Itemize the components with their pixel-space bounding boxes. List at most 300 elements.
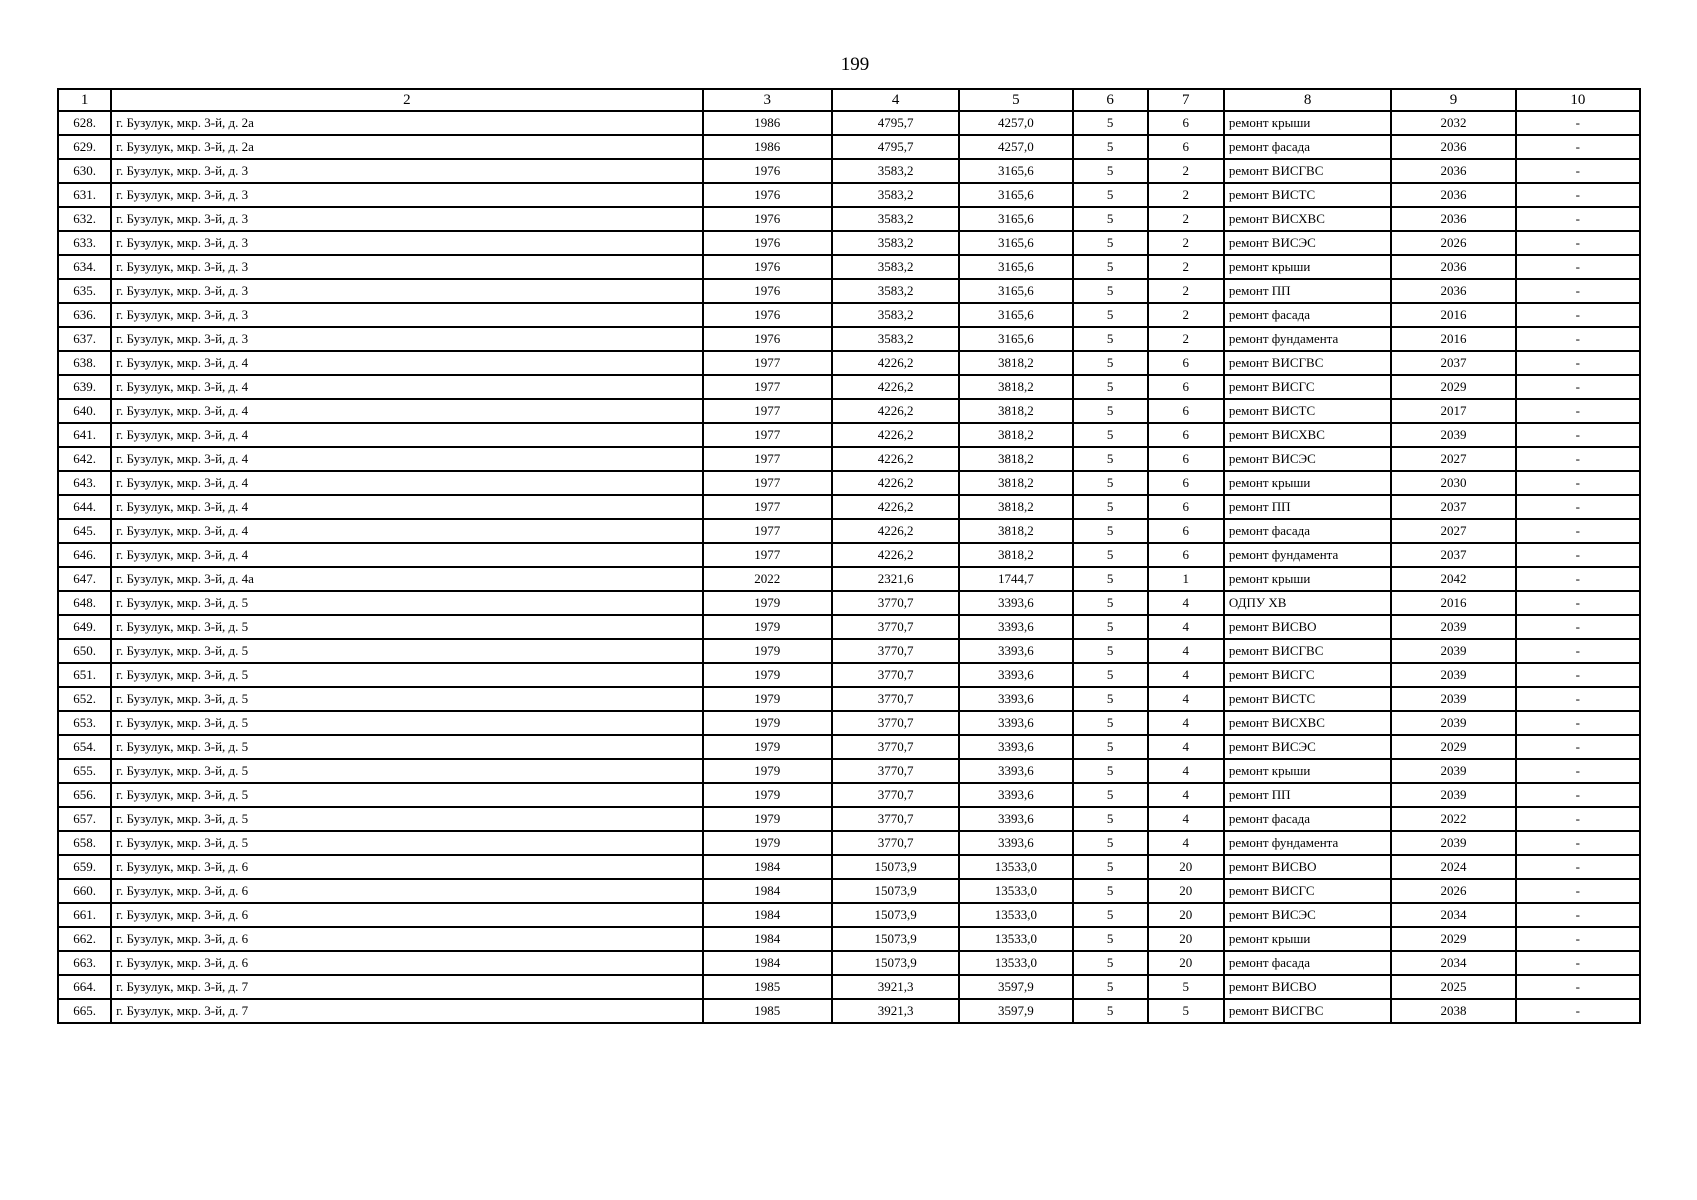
cell-entrances: 2 xyxy=(1148,327,1224,351)
cell-floors: 5 xyxy=(1073,231,1148,255)
cell-total-area: 4795,7 xyxy=(832,135,959,159)
cell-total-area: 4795,7 xyxy=(832,111,959,135)
cell-row-number: 629. xyxy=(58,135,111,159)
cell-entrances: 2 xyxy=(1148,183,1224,207)
cell-work-type: ремонт ВИСВО xyxy=(1224,975,1391,999)
cell-address: г. Бузулук, мкр. 3-й, д. 3 xyxy=(111,279,702,303)
column-header-7: 7 xyxy=(1148,89,1224,111)
cell-note: - xyxy=(1516,759,1640,783)
cell-entrances: 4 xyxy=(1148,591,1224,615)
cell-year-built: 1986 xyxy=(703,111,832,135)
table-row xyxy=(58,951,1640,975)
cell-planned-year: 2036 xyxy=(1391,183,1515,207)
column-header-6: 6 xyxy=(1073,89,1148,111)
cell-row-number: 655. xyxy=(58,759,111,783)
cell-year-built: 1984 xyxy=(703,951,832,975)
cell-floors: 5 xyxy=(1073,255,1148,279)
cell-living-area: 13533,0 xyxy=(959,879,1072,903)
cell-work-type: ремонт крыши xyxy=(1224,567,1391,591)
cell-living-area: 1744,7 xyxy=(959,567,1072,591)
cell-total-area: 3770,7 xyxy=(832,711,959,735)
cell-total-area: 3583,2 xyxy=(832,159,959,183)
cell-address: г. Бузулук, мкр. 3-й, д. 6 xyxy=(111,879,702,903)
cell-address: г. Бузулук, мкр. 3-й, д. 5 xyxy=(111,639,702,663)
table-row xyxy=(58,183,1640,207)
cell-work-type: ремонт ПП xyxy=(1224,495,1391,519)
cell-note: - xyxy=(1516,447,1640,471)
cell-row-number: 659. xyxy=(58,855,111,879)
cell-year-built: 1985 xyxy=(703,999,832,1023)
cell-living-area: 3818,2 xyxy=(959,447,1072,471)
column-header-9: 9 xyxy=(1391,89,1515,111)
cell-year-built: 1977 xyxy=(703,375,832,399)
cell-address: г. Бузулук, мкр. 3-й, д. 4 xyxy=(111,519,702,543)
cell-planned-year: 2034 xyxy=(1391,903,1515,927)
cell-planned-year: 2039 xyxy=(1391,783,1515,807)
cell-floors: 5 xyxy=(1073,903,1148,927)
cell-year-built: 1977 xyxy=(703,543,832,567)
cell-year-built: 1976 xyxy=(703,303,832,327)
cell-floors: 5 xyxy=(1073,663,1148,687)
cell-planned-year: 2036 xyxy=(1391,135,1515,159)
cell-entrances: 2 xyxy=(1148,255,1224,279)
table-row xyxy=(58,663,1640,687)
cell-year-built: 1977 xyxy=(703,495,832,519)
cell-total-area: 4226,2 xyxy=(832,447,959,471)
cell-year-built: 1977 xyxy=(703,471,832,495)
cell-year-built: 1986 xyxy=(703,135,832,159)
cell-entrances: 4 xyxy=(1148,807,1224,831)
cell-note: - xyxy=(1516,207,1640,231)
cell-address: г. Бузулук, мкр. 3-й, д. 4 xyxy=(111,471,702,495)
cell-floors: 5 xyxy=(1073,519,1148,543)
cell-work-type: ремонт ВИСВО xyxy=(1224,615,1391,639)
cell-planned-year: 2036 xyxy=(1391,207,1515,231)
cell-floors: 5 xyxy=(1073,855,1148,879)
cell-year-built: 1976 xyxy=(703,327,832,351)
cell-address: г. Бузулук, мкр. 3-й, д. 5 xyxy=(111,831,702,855)
cell-total-area: 3583,2 xyxy=(832,231,959,255)
cell-floors: 5 xyxy=(1073,615,1148,639)
cell-row-number: 641. xyxy=(58,423,111,447)
cell-total-area: 4226,2 xyxy=(832,375,959,399)
cell-total-area: 4226,2 xyxy=(832,519,959,543)
cell-year-built: 2022 xyxy=(703,567,832,591)
cell-total-area: 15073,9 xyxy=(832,927,959,951)
cell-entrances: 20 xyxy=(1148,879,1224,903)
cell-floors: 5 xyxy=(1073,495,1148,519)
cell-work-type: ремонт ВИСТС xyxy=(1224,183,1391,207)
cell-living-area: 3393,6 xyxy=(959,783,1072,807)
page-number: 199 xyxy=(840,54,870,75)
cell-floors: 5 xyxy=(1073,135,1148,159)
cell-row-number: 633. xyxy=(58,231,111,255)
cell-row-number: 634. xyxy=(58,255,111,279)
cell-note: - xyxy=(1516,663,1640,687)
cell-address: г. Бузулук, мкр. 3-й, д. 4 xyxy=(111,447,702,471)
cell-row-number: 644. xyxy=(58,495,111,519)
cell-row-number: 636. xyxy=(58,303,111,327)
cell-planned-year: 2036 xyxy=(1391,279,1515,303)
cell-address: г. Бузулук, мкр. 3-й, д. 5 xyxy=(111,711,702,735)
cell-planned-year: 2039 xyxy=(1391,711,1515,735)
cell-planned-year: 2037 xyxy=(1391,543,1515,567)
table-row xyxy=(58,327,1640,351)
cell-planned-year: 2036 xyxy=(1391,159,1515,183)
cell-row-number: 663. xyxy=(58,951,111,975)
cell-work-type: ремонт ВИСГВС xyxy=(1224,639,1391,663)
column-header-4: 4 xyxy=(832,89,959,111)
cell-floors: 5 xyxy=(1073,951,1148,975)
cell-planned-year: 2032 xyxy=(1391,111,1515,135)
cell-row-number: 640. xyxy=(58,399,111,423)
table-row xyxy=(58,783,1640,807)
cell-address: г. Бузулук, мкр. 3-й, д. 5 xyxy=(111,807,702,831)
cell-floors: 5 xyxy=(1073,543,1148,567)
cell-planned-year: 2026 xyxy=(1391,231,1515,255)
cell-planned-year: 2039 xyxy=(1391,663,1515,687)
cell-note: - xyxy=(1516,327,1640,351)
table-row xyxy=(58,831,1640,855)
cell-floors: 5 xyxy=(1073,327,1148,351)
table-row xyxy=(58,375,1640,399)
cell-total-area: 3770,7 xyxy=(832,759,959,783)
table-row xyxy=(58,543,1640,567)
table-row xyxy=(58,351,1640,375)
table-row xyxy=(58,879,1640,903)
cell-address: г. Бузулук, мкр. 3-й, д. 3 xyxy=(111,255,702,279)
cell-address: г. Бузулук, мкр. 3-й, д. 3 xyxy=(111,159,702,183)
cell-total-area: 4226,2 xyxy=(832,543,959,567)
cell-planned-year: 2042 xyxy=(1391,567,1515,591)
cell-planned-year: 2029 xyxy=(1391,735,1515,759)
cell-living-area: 3165,6 xyxy=(959,183,1072,207)
cell-work-type: ремонт ВИСЭС xyxy=(1224,903,1391,927)
cell-planned-year: 2027 xyxy=(1391,447,1515,471)
cell-address: г. Бузулук, мкр. 3-й, д. 5 xyxy=(111,759,702,783)
cell-entrances: 6 xyxy=(1148,495,1224,519)
cell-planned-year: 2034 xyxy=(1391,951,1515,975)
cell-note: - xyxy=(1516,999,1640,1023)
table-row xyxy=(58,615,1640,639)
cell-work-type: ремонт крыши xyxy=(1224,759,1391,783)
cell-living-area: 3393,6 xyxy=(959,759,1072,783)
cell-note: - xyxy=(1516,687,1640,711)
cell-entrances: 6 xyxy=(1148,351,1224,375)
column-header-10: 10 xyxy=(1516,89,1640,111)
cell-year-built: 1979 xyxy=(703,783,832,807)
cell-work-type: ремонт ВИСГВС xyxy=(1224,159,1391,183)
cell-address: г. Бузулук, мкр. 3-й, д. 2а xyxy=(111,111,702,135)
cell-row-number: 652. xyxy=(58,687,111,711)
cell-living-area: 3597,9 xyxy=(959,975,1072,999)
cell-year-built: 1979 xyxy=(703,591,832,615)
cell-address: г. Бузулук, мкр. 3-й, д. 4а xyxy=(111,567,702,591)
cell-row-number: 647. xyxy=(58,567,111,591)
cell-entrances: 6 xyxy=(1148,111,1224,135)
cell-year-built: 1979 xyxy=(703,735,832,759)
column-header-1: 1 xyxy=(58,89,111,111)
cell-total-area: 3770,7 xyxy=(832,735,959,759)
cell-year-built: 1979 xyxy=(703,711,832,735)
cell-row-number: 632. xyxy=(58,207,111,231)
cell-year-built: 1979 xyxy=(703,687,832,711)
cell-floors: 5 xyxy=(1073,879,1148,903)
table-row xyxy=(58,111,1640,135)
table-body xyxy=(58,89,1640,1023)
cell-row-number: 637. xyxy=(58,327,111,351)
cell-work-type: ремонт ВИСЭС xyxy=(1224,447,1391,471)
table-row xyxy=(58,639,1640,663)
cell-entrances: 20 xyxy=(1148,927,1224,951)
cell-total-area: 15073,9 xyxy=(832,855,959,879)
cell-work-type: ремонт фундамента xyxy=(1224,543,1391,567)
cell-floors: 5 xyxy=(1073,471,1148,495)
cell-year-built: 1979 xyxy=(703,807,832,831)
cell-note: - xyxy=(1516,303,1640,327)
table-row xyxy=(58,687,1640,711)
cell-note: - xyxy=(1516,735,1640,759)
cell-note: - xyxy=(1516,231,1640,255)
cell-note: - xyxy=(1516,279,1640,303)
cell-note: - xyxy=(1516,951,1640,975)
cell-year-built: 1977 xyxy=(703,423,832,447)
cell-address: г. Бузулук, мкр. 3-й, д. 4 xyxy=(111,423,702,447)
cell-total-area: 3921,3 xyxy=(832,999,959,1023)
cell-entrances: 4 xyxy=(1148,615,1224,639)
cell-entrances: 4 xyxy=(1148,783,1224,807)
cell-entrances: 6 xyxy=(1148,423,1224,447)
cell-year-built: 1977 xyxy=(703,519,832,543)
cell-floors: 5 xyxy=(1073,351,1148,375)
cell-entrances: 4 xyxy=(1148,735,1224,759)
cell-year-built: 1976 xyxy=(703,183,832,207)
cell-work-type: ремонт ПП xyxy=(1224,279,1391,303)
cell-address: г. Бузулук, мкр. 3-й, д. 3 xyxy=(111,231,702,255)
table-row xyxy=(58,231,1640,255)
cell-living-area: 3393,6 xyxy=(959,735,1072,759)
table-row xyxy=(58,279,1640,303)
cell-floors: 5 xyxy=(1073,831,1148,855)
table-row xyxy=(58,255,1640,279)
cell-living-area: 13533,0 xyxy=(959,903,1072,927)
cell-total-area: 3583,2 xyxy=(832,303,959,327)
cell-planned-year: 2039 xyxy=(1391,687,1515,711)
cell-planned-year: 2039 xyxy=(1391,759,1515,783)
cell-note: - xyxy=(1516,183,1640,207)
cell-note: - xyxy=(1516,375,1640,399)
cell-row-number: 631. xyxy=(58,183,111,207)
cell-living-area: 3818,2 xyxy=(959,495,1072,519)
cell-planned-year: 2039 xyxy=(1391,639,1515,663)
cell-row-number: 654. xyxy=(58,735,111,759)
cell-entrances: 4 xyxy=(1148,831,1224,855)
cell-living-area: 3165,6 xyxy=(959,303,1072,327)
cell-planned-year: 2038 xyxy=(1391,999,1515,1023)
cell-planned-year: 2017 xyxy=(1391,399,1515,423)
cell-living-area: 3165,6 xyxy=(959,159,1072,183)
cell-work-type: ремонт ВИСХВС xyxy=(1224,423,1391,447)
cell-row-number: 651. xyxy=(58,663,111,687)
cell-work-type: ремонт ВИСГС xyxy=(1224,879,1391,903)
table-row xyxy=(58,927,1640,951)
cell-year-built: 1976 xyxy=(703,255,832,279)
column-header-2: 2 xyxy=(111,89,702,111)
cell-entrances: 6 xyxy=(1148,375,1224,399)
cell-work-type: ремонт крыши xyxy=(1224,255,1391,279)
cell-work-type: ремонт ВИСВО xyxy=(1224,855,1391,879)
cell-planned-year: 2025 xyxy=(1391,975,1515,999)
cell-note: - xyxy=(1516,471,1640,495)
cell-work-type: ремонт крыши xyxy=(1224,927,1391,951)
cell-entrances: 2 xyxy=(1148,207,1224,231)
cell-address: г. Бузулук, мкр. 3-й, д. 6 xyxy=(111,927,702,951)
cell-living-area: 3818,2 xyxy=(959,471,1072,495)
cell-living-area: 3818,2 xyxy=(959,543,1072,567)
cell-planned-year: 2029 xyxy=(1391,927,1515,951)
cell-floors: 5 xyxy=(1073,159,1148,183)
cell-floors: 5 xyxy=(1073,567,1148,591)
cell-floors: 5 xyxy=(1073,375,1148,399)
cell-total-area: 15073,9 xyxy=(832,951,959,975)
cell-planned-year: 2039 xyxy=(1391,423,1515,447)
cell-total-area: 2321,6 xyxy=(832,567,959,591)
cell-planned-year: 2039 xyxy=(1391,615,1515,639)
cell-row-number: 649. xyxy=(58,615,111,639)
cell-address: г. Бузулук, мкр. 3-й, д. 5 xyxy=(111,783,702,807)
cell-year-built: 1977 xyxy=(703,351,832,375)
cell-floors: 5 xyxy=(1073,807,1148,831)
cell-work-type: ремонт ВИСЭС xyxy=(1224,735,1391,759)
cell-address: г. Бузулук, мкр. 3-й, д. 4 xyxy=(111,495,702,519)
cell-address: г. Бузулук, мкр. 3-й, д. 4 xyxy=(111,351,702,375)
table-row xyxy=(58,999,1640,1023)
cell-work-type: ремонт ВИСЭС xyxy=(1224,231,1391,255)
cell-total-area: 3583,2 xyxy=(832,327,959,351)
cell-floors: 5 xyxy=(1073,687,1148,711)
cell-year-built: 1979 xyxy=(703,759,832,783)
cell-entrances: 1 xyxy=(1148,567,1224,591)
cell-living-area: 3393,6 xyxy=(959,615,1072,639)
cell-row-number: 665. xyxy=(58,999,111,1023)
cell-note: - xyxy=(1516,135,1640,159)
cell-floors: 5 xyxy=(1073,279,1148,303)
cell-note: - xyxy=(1516,423,1640,447)
cell-row-number: 658. xyxy=(58,831,111,855)
cell-living-area: 3393,6 xyxy=(959,711,1072,735)
cell-row-number: 628. xyxy=(58,111,111,135)
cell-living-area: 13533,0 xyxy=(959,855,1072,879)
cell-entrances: 4 xyxy=(1148,687,1224,711)
cell-row-number: 645. xyxy=(58,519,111,543)
cell-work-type: ремонт ВИСТС xyxy=(1224,399,1391,423)
cell-work-type: ОДПУ ХВ xyxy=(1224,591,1391,615)
cell-living-area: 3597,9 xyxy=(959,999,1072,1023)
cell-total-area: 3583,2 xyxy=(832,255,959,279)
cell-address: г. Бузулук, мкр. 3-й, д. 4 xyxy=(111,543,702,567)
cell-work-type: ремонт фасада xyxy=(1224,135,1391,159)
cell-address: г. Бузулук, мкр. 3-й, д. 5 xyxy=(111,591,702,615)
cell-entrances: 4 xyxy=(1148,759,1224,783)
cell-total-area: 3770,7 xyxy=(832,783,959,807)
cell-living-area: 3165,6 xyxy=(959,255,1072,279)
cell-entrances: 6 xyxy=(1148,471,1224,495)
cell-work-type: ремонт ВИСГС xyxy=(1224,375,1391,399)
cell-entrances: 5 xyxy=(1148,999,1224,1023)
cell-year-built: 1977 xyxy=(703,447,832,471)
cell-planned-year: 2036 xyxy=(1391,255,1515,279)
cell-note: - xyxy=(1516,519,1640,543)
cell-total-area: 3583,2 xyxy=(832,279,959,303)
cell-note: - xyxy=(1516,255,1640,279)
cell-row-number: 662. xyxy=(58,927,111,951)
cell-row-number: 642. xyxy=(58,447,111,471)
cell-address: г. Бузулук, мкр. 3-й, д. 5 xyxy=(111,615,702,639)
cell-floors: 5 xyxy=(1073,759,1148,783)
cell-row-number: 664. xyxy=(58,975,111,999)
cell-note: - xyxy=(1516,591,1640,615)
table-row xyxy=(58,495,1640,519)
cell-floors: 5 xyxy=(1073,783,1148,807)
header-row xyxy=(58,89,1640,111)
cell-note: - xyxy=(1516,831,1640,855)
cell-total-area: 3770,7 xyxy=(832,687,959,711)
cell-year-built: 1984 xyxy=(703,855,832,879)
cell-work-type: ремонт фасада xyxy=(1224,519,1391,543)
cell-row-number: 639. xyxy=(58,375,111,399)
cell-note: - xyxy=(1516,615,1640,639)
cell-total-area: 3770,7 xyxy=(832,639,959,663)
cell-total-area: 4226,2 xyxy=(832,495,959,519)
table-row xyxy=(58,303,1640,327)
cell-living-area: 3165,6 xyxy=(959,327,1072,351)
cell-note: - xyxy=(1516,903,1640,927)
cell-floors: 5 xyxy=(1073,711,1148,735)
cell-work-type: ремонт ВИСХВС xyxy=(1224,207,1391,231)
table-row xyxy=(58,207,1640,231)
cell-row-number: 630. xyxy=(58,159,111,183)
cell-planned-year: 2016 xyxy=(1391,303,1515,327)
cell-note: - xyxy=(1516,879,1640,903)
cell-address: г. Бузулук, мкр. 3-й, д. 5 xyxy=(111,735,702,759)
cell-entrances: 2 xyxy=(1148,279,1224,303)
cell-total-area: 3770,7 xyxy=(832,615,959,639)
cell-total-area: 15073,9 xyxy=(832,879,959,903)
cell-living-area: 3165,6 xyxy=(959,207,1072,231)
cell-work-type: ремонт ПП xyxy=(1224,783,1391,807)
cell-floors: 5 xyxy=(1073,423,1148,447)
table-row xyxy=(58,471,1640,495)
cell-note: - xyxy=(1516,639,1640,663)
cell-living-area: 3393,6 xyxy=(959,663,1072,687)
cell-address: г. Бузулук, мкр. 3-й, д. 3 xyxy=(111,303,702,327)
cell-note: - xyxy=(1516,711,1640,735)
cell-work-type: ремонт фасада xyxy=(1224,303,1391,327)
cell-floors: 5 xyxy=(1073,591,1148,615)
cell-year-built: 1976 xyxy=(703,231,832,255)
cell-note: - xyxy=(1516,495,1640,519)
cell-living-area: 3393,6 xyxy=(959,639,1072,663)
cell-entrances: 6 xyxy=(1148,135,1224,159)
column-header-5: 5 xyxy=(959,89,1072,111)
cell-living-area: 4257,0 xyxy=(959,111,1072,135)
cell-row-number: 653. xyxy=(58,711,111,735)
cell-work-type: ремонт фундамента xyxy=(1224,831,1391,855)
cell-entrances: 4 xyxy=(1148,711,1224,735)
cell-living-area: 3165,6 xyxy=(959,279,1072,303)
table-row xyxy=(58,519,1640,543)
cell-living-area: 13533,0 xyxy=(959,927,1072,951)
